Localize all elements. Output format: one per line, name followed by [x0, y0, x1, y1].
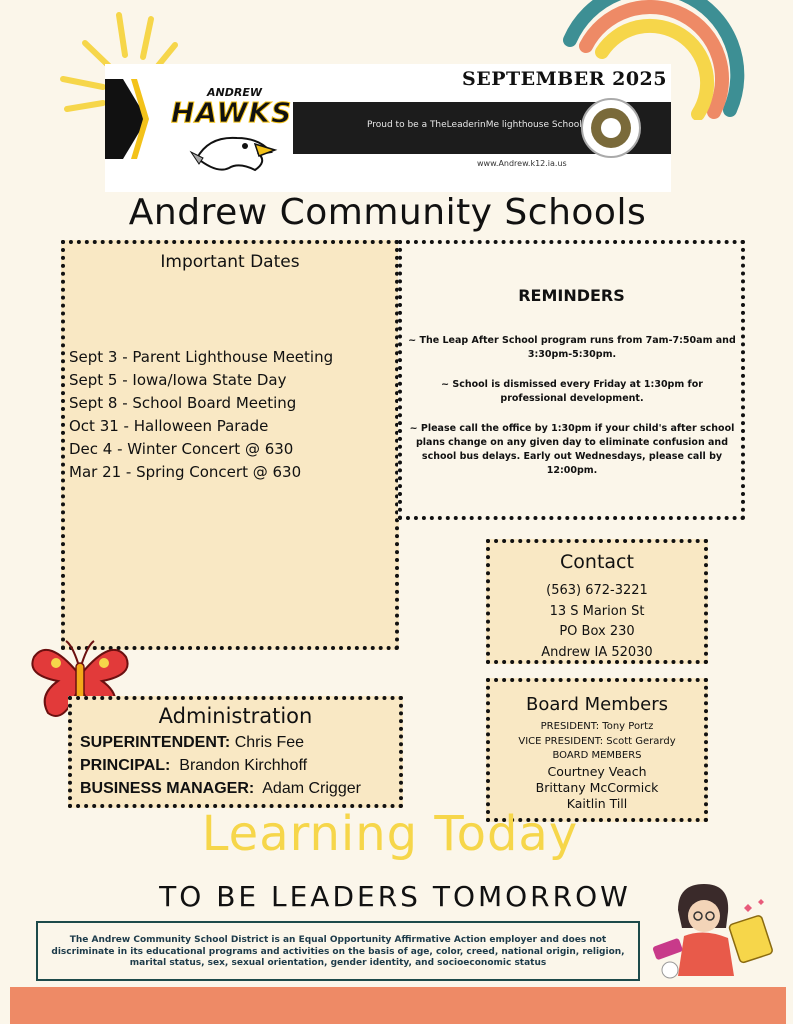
important-dates-heading: Important Dates	[160, 252, 300, 272]
reading-girl-icon	[648, 880, 778, 985]
contact-phone[interactable]: (563) 672-3221	[546, 583, 648, 598]
page-title: Andrew Community Schools	[128, 192, 647, 233]
chevron-icon	[105, 79, 149, 159]
date-item: Sept 5 - Iowa/Iowa State Day	[69, 371, 287, 389]
board-members-box	[486, 678, 708, 822]
tagline-learning-today: Learning Today	[201, 806, 579, 862]
administration-heading: Administration	[158, 704, 313, 728]
tagline-leaders-tomorrow: TO BE LEADERS TOMORROW	[159, 880, 631, 913]
contact-box	[486, 539, 708, 664]
footer-bar	[10, 987, 786, 1024]
leader-band-text: Proud to be a TheLeaderinMe lighthouse School.	[367, 120, 585, 130]
logo-small-text: ANDREW	[207, 86, 262, 99]
reminders-box	[398, 240, 745, 520]
reminder-item: ~ Please call the office by 1:30pm if your child's after school plans change on any given day to eliminate confusion and school bus delays. Early out Wednesdays, please call by 12:00pm.	[409, 423, 735, 476]
board-member: Brittany McCormick	[535, 779, 659, 795]
newsletter-month: SEPTEMBER 2025	[462, 68, 667, 90]
important-dates-box	[61, 240, 399, 650]
date-item: Mar 21 - Spring Concert @ 630	[69, 463, 302, 481]
contact-street: 13 S Marion St	[549, 603, 645, 619]
hawk-icon	[189, 128, 279, 176]
date-item: Sept 8 - School Board Meeting	[69, 394, 297, 412]
superintendent-label: SUPERINTENDENT:	[80, 734, 231, 751]
date-item: Sept 3 - Parent Lighthouse Meeting	[69, 348, 334, 366]
website-url[interactable]: www.Andrew.k12.ia.us	[477, 159, 567, 168]
hawks-logo	[167, 84, 307, 176]
important-dates-list	[69, 346, 333, 484]
date-item: Oct 31 - Halloween Parade	[69, 417, 269, 435]
superintendent-name: Chris Fee	[234, 734, 305, 751]
board-members-label: BOARD MEMBERS	[552, 750, 642, 761]
administration-box	[68, 696, 403, 808]
board-vice-president: VICE PRESIDENT: Scott Gerardy	[518, 735, 676, 747]
reminder-item: ~ The Leap After School program runs from 7am-7:50am and 3:30pm-5:30pm.	[408, 335, 736, 360]
business-manager-line	[80, 780, 361, 798]
board-president: PRESIDENT: Tony Portz	[540, 721, 654, 732]
principal-line	[80, 757, 307, 775]
reminders-heading: REMINDERS	[518, 286, 625, 305]
board-member: Courtney Veach	[547, 763, 647, 779]
reminder-item: ~ School is dismissed every Friday at 1:30pm for professional development.	[441, 379, 703, 404]
contact-po-box: PO Box 230	[559, 624, 635, 639]
superintendent-line	[80, 734, 304, 752]
eeo-statement: The Andrew Community School District is an Equal Opportunity Affirmative Action employer and does not discriminate in its educational programs and activities on the basis of age, color, creed, national origin, religion, marital status, sex, sexual orientation, gender identity, and socioeconomic status	[36, 921, 640, 981]
contact-heading: Contact	[560, 551, 634, 573]
date-item: Dec 4 - Winter Concert @ 630	[69, 440, 294, 458]
board-heading: Board Members	[525, 694, 669, 715]
header-banner	[105, 64, 671, 192]
logo-main-text: HAWKS	[171, 96, 293, 129]
principal-name: Brandon Kirchhoff	[179, 757, 308, 774]
contact-city: Andrew IA 52030	[541, 644, 653, 660]
leader-seal-icon	[581, 98, 641, 158]
business-manager-label: BUSINESS MANAGER:	[80, 780, 255, 797]
business-manager-name: Adam Crigger	[262, 780, 361, 797]
principal-label: PRINCIPAL:	[80, 757, 171, 774]
board-member: Kaitlin Till	[566, 795, 628, 811]
